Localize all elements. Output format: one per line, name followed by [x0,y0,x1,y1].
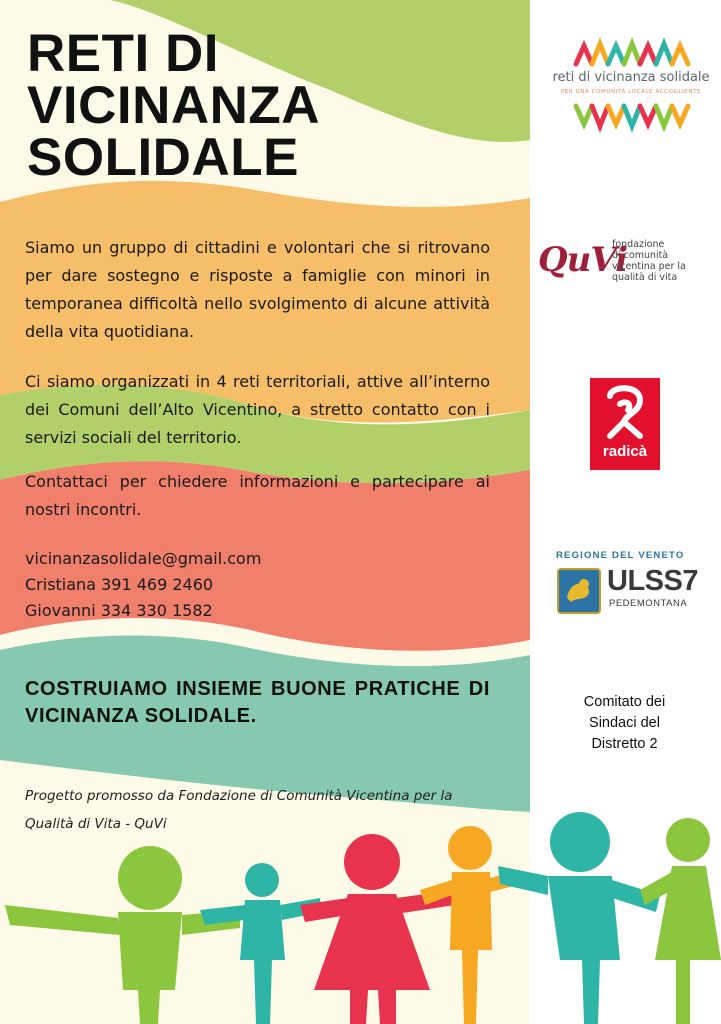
quvi-line: qualità di vita [612,272,678,283]
contact-paragraph: Contattaci per chiedere informazioni e partecipare ai nostri incontri. [25,472,490,519]
ulss-logo-subtitle: PEDEMONTANA [609,598,688,609]
quvi-logo-word: QuVi [538,240,628,280]
quvi-line: vicentina per la [612,261,686,272]
title-line: RETI DI [27,24,219,83]
contact-block [25,546,261,624]
reti-logo-name: reti di vicinanza solidale [552,70,710,85]
radica-logo-word: radicà [602,443,648,460]
page-title [27,24,321,187]
radica-logo [590,378,660,470]
slogan: COSTRUIAMO INSIEME BUONE PRATICHE DI VICINANZA SOLIDALE. [25,678,490,727]
email-link[interactable]: vicinanzasolidale@gmail.com [25,549,262,568]
veneto-lion-shield-icon [557,568,601,614]
quvi-line: fondazione [612,239,665,250]
quvi-logo-subtitle [612,239,686,283]
reti-vicinanza-logo [546,34,716,134]
footer-note: Progetto promosso da Fondazione di Comunità Vicentina per la Qualità di Vita - QuVi [25,788,453,832]
intro-paragraph: Siamo un gruppo di cittadini e volontari che si ritrovano per dare sostegno e risposte a famiglie con minori in temporanea difficoltà nello svolgimento di alcune attività della vita quotidiana. [25,238,490,341]
title-line: SOLIDALE [27,128,299,187]
title-line: VICINANZA [27,76,321,135]
reti-logo-tagline: PER UNA COMUNITÀ LOCALE ACCOGLIENTE [560,89,702,95]
phone-giovanni: Giovanni 334 330 1582 [25,601,213,620]
quvi-line: di comunità [612,250,669,261]
comitato-line: Distretto 2 [591,736,658,752]
ulss-logo-name: ULSS7 [607,565,698,597]
quvi-logo [538,236,718,296]
veneto-region-label: REGIONE DEL VENETO [556,550,685,561]
comitato-line: Comitato dei [583,694,666,710]
radica-figure-icon [590,378,660,448]
phone-cristiana: Cristiana 391 469 2460 [25,575,214,594]
networks-paragraph: Ci siamo organizzati in 4 reti territoriali, attive all’interno dei Comuni dell’Alto Vicentino, a stretto contatto con i servizi sociali del territorio. [25,372,490,447]
comitato-sindaci [562,692,687,755]
comitato-line: Sindaci del [589,715,660,731]
